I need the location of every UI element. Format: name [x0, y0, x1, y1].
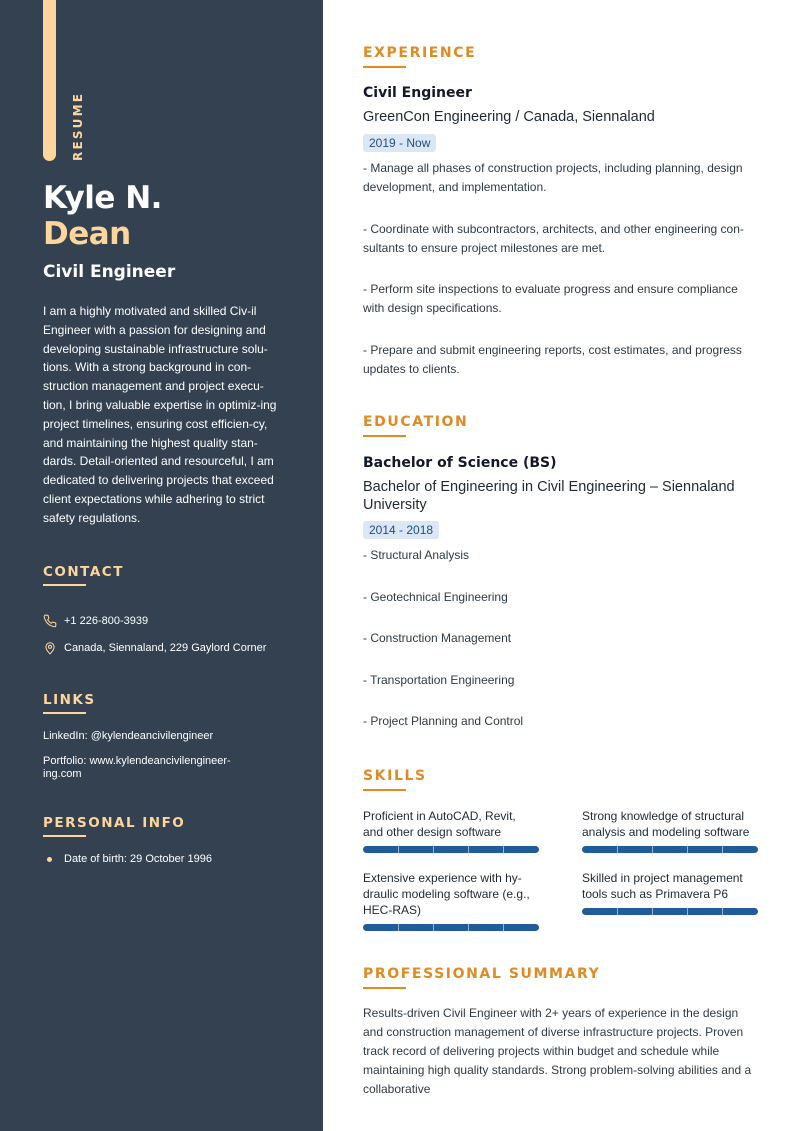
skill-item	[582, 808, 758, 840]
main-column	[363, 0, 760, 1131]
contact-underline	[43, 584, 86, 586]
bullet-dot	[47, 857, 52, 862]
dob-text: Date of birth: 29 October 1996	[64, 853, 212, 865]
education-dates: 2014 - 2018	[363, 521, 439, 539]
skill-bar	[363, 924, 539, 931]
skills-heading: SKILLS	[363, 768, 427, 784]
skill-item	[363, 808, 539, 840]
course-item: - Construction Management	[363, 631, 512, 645]
last-name: Dean	[43, 216, 131, 252]
skill-item	[363, 870, 539, 918]
course-item: - Project Planning and Control	[363, 714, 524, 728]
experience-dates: 2019 - Now	[363, 134, 436, 152]
phone-icon	[43, 614, 57, 628]
portfolio-line-1: Portfolio: www.kylendeancivilengineer-	[43, 755, 231, 767]
education-degree: Bachelor of Science (BS)	[363, 455, 557, 471]
experience-bullet: - Manage all phases of construction projects, including planning, design development, and implementation.	[363, 161, 743, 194]
summary-underline	[363, 987, 406, 989]
experience-org: GreenCon Engineering / Canada, Siennaland	[363, 109, 655, 125]
course-item: - Structural Analysis	[363, 548, 470, 562]
dob-row	[47, 853, 212, 865]
accent-bar	[43, 0, 56, 161]
summary-heading: PROFESSIONAL SUMMARY	[363, 966, 601, 982]
contact-heading: CONTACT	[43, 564, 124, 580]
personal-info-underline	[43, 835, 86, 837]
links-heading: LINKS	[43, 692, 96, 708]
skill-bar	[582, 908, 758, 915]
experience-bullet: - Perform site inspections to evaluate progress and ensure compliance with design specifications.	[363, 282, 738, 315]
skill-item	[582, 870, 758, 902]
education-underline	[363, 435, 406, 437]
education-school: Bachelor of Engineering in Civil Engineering – Siennaland University	[363, 479, 735, 513]
experience-bullet: - Coordinate with subcontractors, architects, and other engineering con-sultants to ensure project milestones are met.	[363, 222, 744, 255]
candidate-name	[43, 180, 162, 252]
links-underline	[43, 712, 86, 714]
phone-text: +1 226-800-3939	[64, 615, 149, 627]
education-heading: EDUCATION	[363, 414, 469, 430]
job-title: Civil Engineer	[43, 262, 176, 282]
skills-underline	[363, 789, 406, 791]
course-item: - Geotechnical Engineering	[363, 590, 508, 604]
course-item: - Transportation Engineering	[363, 673, 515, 687]
skill-bar	[363, 846, 539, 853]
portfolio-line-2: ing.com	[43, 768, 82, 780]
contact-phone[interactable]	[43, 614, 148, 628]
first-name: Kyle N.	[43, 180, 162, 216]
skill-label: Skilled in project management tools such as Primavera P6	[582, 871, 743, 901]
sidebar	[0, 0, 323, 1131]
linkedin-link[interactable]: LinkedIn: @kylendeancivilengineer	[43, 730, 214, 742]
skill-label: Strong knowledge of structural analysis and modeling software	[582, 809, 750, 839]
experience-underline	[363, 66, 406, 68]
experience-heading: EXPERIENCE	[363, 45, 477, 61]
resume-label: RESUME	[71, 91, 85, 161]
contact-address	[43, 641, 266, 655]
skill-bar	[582, 846, 758, 853]
experience-bullet: - Prepare and submit engineering reports, cost estimates, and progress updates to clients.	[363, 343, 742, 376]
map-pin-icon	[43, 641, 57, 655]
address-text: Canada, Siennaland, 229 Gaylord Corner	[64, 642, 267, 654]
skill-label: Proficient in AutoCAD, Revit, and other design software	[363, 809, 516, 839]
summary-text: Results-driven Civil Engineer with 2+ years of experience in the design and construction management of diverse infrastructure projects. Proven track record of delivering projects within budget and schedule while maintaining high quality standards. Strong problem-solving abilities and a collaborative	[363, 1006, 752, 1096]
skill-label: Extensive experience with hy-draulic modeling software (e.g., HEC-RAS)	[363, 871, 530, 917]
portfolio-link[interactable]	[43, 755, 243, 781]
bio-text: I am a highly motivated and skilled Civ-il Engineer with a passion for designing and developing sustainable infrastructure solu-tions. With a strong background in con-struction management and project execu-tion, I bring valuable expertise in optimiz-ing project timelines, ensuring cost efficien-cy, and maintaining the highest quality stan-dards. Detail-oriented and resourceful, I am dedicated to delivering projects that exceed client expectations while adhering to strict safety regulations.	[43, 304, 277, 525]
experience-role: Civil Engineer	[363, 85, 472, 101]
personal-info-heading: PERSONAL INFO	[43, 815, 186, 831]
